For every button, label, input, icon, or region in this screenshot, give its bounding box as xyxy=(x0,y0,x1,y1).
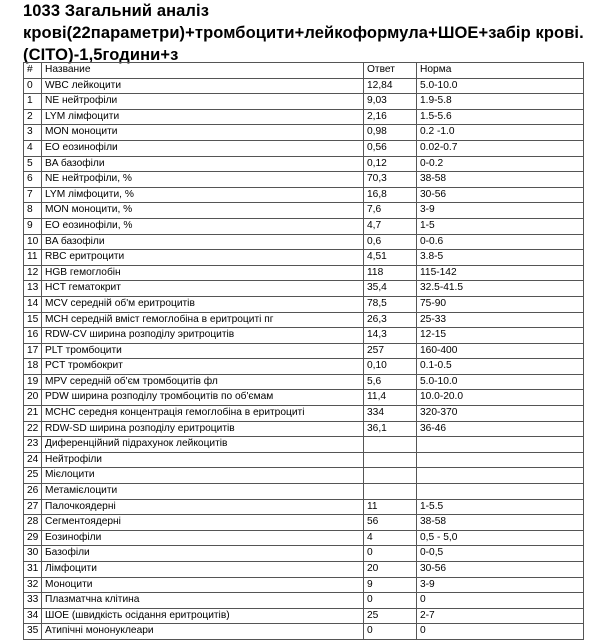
row-number: 29 xyxy=(24,530,42,546)
reference-range: 25-33 xyxy=(417,312,584,328)
table-row xyxy=(24,296,584,312)
result-value xyxy=(364,484,417,500)
table-row xyxy=(24,328,584,344)
reference-range: 0-0,5 xyxy=(417,546,584,562)
test-name: PCT тромбокрит xyxy=(42,359,364,375)
result-value: 0 xyxy=(364,593,417,609)
table-row xyxy=(24,109,584,125)
result-value: 11 xyxy=(364,499,417,515)
table-row xyxy=(24,515,584,531)
test-name: MPV середній об'єм тромбоцитів фл xyxy=(42,374,364,390)
row-number: 9 xyxy=(24,218,42,234)
row-number: 34 xyxy=(24,608,42,624)
row-number: 27 xyxy=(24,499,42,515)
row-number: 20 xyxy=(24,390,42,406)
row-number: 19 xyxy=(24,374,42,390)
reference-range: 0.1-0.5 xyxy=(417,359,584,375)
table-row xyxy=(24,78,584,94)
result-value: 118 xyxy=(364,265,417,281)
reference-range: 1-5 xyxy=(417,218,584,234)
row-number: 31 xyxy=(24,562,42,578)
table-row xyxy=(24,577,584,593)
table-row xyxy=(24,468,584,484)
reference-range: 10.0-20.0 xyxy=(417,390,584,406)
result-value xyxy=(364,452,417,468)
test-name: NE нейтрофіли xyxy=(42,94,364,110)
row-number: 8 xyxy=(24,203,42,219)
table-row xyxy=(24,406,584,422)
test-name: Базофіли xyxy=(42,546,364,562)
row-number: 14 xyxy=(24,296,42,312)
row-number: 33 xyxy=(24,593,42,609)
result-value: 4 xyxy=(364,530,417,546)
row-number: 15 xyxy=(24,312,42,328)
result-value: 26,3 xyxy=(364,312,417,328)
result-value: 11,4 xyxy=(364,390,417,406)
test-name: Плазматчна клітина xyxy=(42,593,364,609)
row-number: 30 xyxy=(24,546,42,562)
reference-range: 32.5-41.5 xyxy=(417,281,584,297)
results-table xyxy=(23,62,584,640)
result-value: 35,4 xyxy=(364,281,417,297)
row-number: 5 xyxy=(24,156,42,172)
result-value: 56 xyxy=(364,515,417,531)
header-number: # xyxy=(24,63,42,79)
result-value: 9,03 xyxy=(364,94,417,110)
result-value: 4,51 xyxy=(364,250,417,266)
test-name: MON моноцити, % xyxy=(42,203,364,219)
row-number: 17 xyxy=(24,343,42,359)
title-line-2: крові(22параметри)+тромбоцити+лейкоформула+ШОЕ+забір крові. xyxy=(23,24,584,42)
document-title xyxy=(23,0,593,66)
result-value: 0,6 xyxy=(364,234,417,250)
row-number: 21 xyxy=(24,406,42,422)
reference-range: 0,5 - 5,0 xyxy=(417,530,584,546)
row-number: 4 xyxy=(24,140,42,156)
reference-range: 0.2 -1.0 xyxy=(417,125,584,141)
test-name: EO еозинофіли, % xyxy=(42,218,364,234)
table-row xyxy=(24,281,584,297)
test-name: LYM лімфоцити, % xyxy=(42,187,364,203)
test-name: RDW-CV ширина розподілу эритроцитів xyxy=(42,328,364,344)
reference-range: 30-56 xyxy=(417,562,584,578)
reference-range: 0-0.6 xyxy=(417,234,584,250)
table-row xyxy=(24,172,584,188)
reference-range: 30-56 xyxy=(417,187,584,203)
table-header-row xyxy=(24,63,584,79)
table-row xyxy=(24,546,584,562)
row-number: 28 xyxy=(24,515,42,531)
row-number: 22 xyxy=(24,421,42,437)
table-row xyxy=(24,530,584,546)
table-row xyxy=(24,343,584,359)
reference-range: 5.0-10.0 xyxy=(417,374,584,390)
table-row xyxy=(24,421,584,437)
result-value: 36,1 xyxy=(364,421,417,437)
reference-range: 1.5-5.6 xyxy=(417,109,584,125)
result-value: 0,10 xyxy=(364,359,417,375)
reference-range: 5.0-10.0 xyxy=(417,78,584,94)
table-row xyxy=(24,265,584,281)
table-row xyxy=(24,125,584,141)
row-number: 35 xyxy=(24,624,42,640)
table-row xyxy=(24,562,584,578)
row-number: 7 xyxy=(24,187,42,203)
row-number: 3 xyxy=(24,125,42,141)
result-value: 334 xyxy=(364,406,417,422)
reference-range: 0 xyxy=(417,624,584,640)
result-value: 0 xyxy=(364,624,417,640)
row-number: 32 xyxy=(24,577,42,593)
result-value: 257 xyxy=(364,343,417,359)
test-name: MCV середній об'м еритроцитів xyxy=(42,296,364,312)
table-row xyxy=(24,437,584,453)
test-name: Палочкоядерні xyxy=(42,499,364,515)
reference-range: 38-58 xyxy=(417,172,584,188)
reference-range: 0 xyxy=(417,593,584,609)
test-name: Сегментоядерні xyxy=(42,515,364,531)
result-value: 20 xyxy=(364,562,417,578)
result-value: 14,3 xyxy=(364,328,417,344)
test-name: PDW ширина розподілу тромбоцитів по об'ємам xyxy=(42,390,364,406)
row-number: 16 xyxy=(24,328,42,344)
row-number: 13 xyxy=(24,281,42,297)
row-number: 1 xyxy=(24,94,42,110)
test-name: Еозинофіли xyxy=(42,530,364,546)
reference-range: 1-5.5 xyxy=(417,499,584,515)
table-row xyxy=(24,390,584,406)
reference-range: 0.02-0.7 xyxy=(417,140,584,156)
table-row xyxy=(24,218,584,234)
test-name: HCT гематокрит xyxy=(42,281,364,297)
table-row xyxy=(24,94,584,110)
reference-range xyxy=(417,468,584,484)
result-value: 2,16 xyxy=(364,109,417,125)
row-number: 12 xyxy=(24,265,42,281)
row-number: 2 xyxy=(24,109,42,125)
result-value xyxy=(364,468,417,484)
reference-range: 3-9 xyxy=(417,577,584,593)
row-number: 6 xyxy=(24,172,42,188)
test-name: MCHC середня концентрація гемоглобіна в еритроциті xyxy=(42,406,364,422)
test-name: EO еозинофіли xyxy=(42,140,364,156)
result-value: 16,8 xyxy=(364,187,417,203)
table-row xyxy=(24,374,584,390)
test-name: RDW-SD ширина розподілу еритроцитів xyxy=(42,421,364,437)
title-line-1: 1033 Загальний аналіз xyxy=(23,2,210,20)
test-name: Моноцити xyxy=(42,577,364,593)
result-value: 0,56 xyxy=(364,140,417,156)
table-row xyxy=(24,250,584,266)
reference-range: 36-46 xyxy=(417,421,584,437)
title-line-3: (CITO)-1,5години+з xyxy=(23,46,179,64)
table-row xyxy=(24,187,584,203)
result-value: 4,7 xyxy=(364,218,417,234)
test-name: MON моноцити xyxy=(42,125,364,141)
table-row xyxy=(24,312,584,328)
reference-range: 75-90 xyxy=(417,296,584,312)
table-row xyxy=(24,499,584,515)
result-value: 0,12 xyxy=(364,156,417,172)
reference-range: 2-7 xyxy=(417,608,584,624)
test-name: WBC лейкоцити xyxy=(42,78,364,94)
reference-range xyxy=(417,437,584,453)
test-name: Мієлоцити xyxy=(42,468,364,484)
test-name: RBC еритроцити xyxy=(42,250,364,266)
table-body xyxy=(24,78,584,639)
table-row xyxy=(24,156,584,172)
row-number: 11 xyxy=(24,250,42,266)
result-value: 70,3 xyxy=(364,172,417,188)
row-number: 23 xyxy=(24,437,42,453)
table-row xyxy=(24,234,584,250)
reference-range xyxy=(417,484,584,500)
row-number: 10 xyxy=(24,234,42,250)
table-row xyxy=(24,203,584,219)
test-name: MCH середній вміст гемоглобіна в еритроциті пг xyxy=(42,312,364,328)
reference-range xyxy=(417,452,584,468)
test-name: ШОЕ (швидкість осідання еритроцитів) xyxy=(42,608,364,624)
result-value: 0,98 xyxy=(364,125,417,141)
header-result: Ответ xyxy=(364,63,417,79)
test-name: BA базофіли xyxy=(42,156,364,172)
test-name: Диференційний підрахунок лейкоцитів xyxy=(42,437,364,453)
result-value: 9 xyxy=(364,577,417,593)
reference-range: 160-400 xyxy=(417,343,584,359)
result-value xyxy=(364,437,417,453)
test-name: BA базофіли xyxy=(42,234,364,250)
reference-range: 1.9-5.8 xyxy=(417,94,584,110)
table-row xyxy=(24,608,584,624)
result-value: 78,5 xyxy=(364,296,417,312)
header-norm: Норма xyxy=(417,63,584,79)
row-number: 25 xyxy=(24,468,42,484)
result-value: 7,6 xyxy=(364,203,417,219)
test-name: LYM лімфоцити xyxy=(42,109,364,125)
row-number: 0 xyxy=(24,78,42,94)
row-number: 24 xyxy=(24,452,42,468)
result-value: 25 xyxy=(364,608,417,624)
test-name: NE нейтрофіли, % xyxy=(42,172,364,188)
table-row xyxy=(24,140,584,156)
row-number: 26 xyxy=(24,484,42,500)
test-name: Лімфоцити xyxy=(42,562,364,578)
test-name: PLT тромбоцити xyxy=(42,343,364,359)
header-name: Название xyxy=(42,63,364,79)
test-name: Атипічні мононуклеари xyxy=(42,624,364,640)
result-value: 5,6 xyxy=(364,374,417,390)
reference-range: 3.8-5 xyxy=(417,250,584,266)
row-number: 18 xyxy=(24,359,42,375)
reference-range: 320-370 xyxy=(417,406,584,422)
test-name: HGB гемоглобін xyxy=(42,265,364,281)
test-name: Метамієлоцити xyxy=(42,484,364,500)
reference-range: 0-0.2 xyxy=(417,156,584,172)
result-value: 12,84 xyxy=(364,78,417,94)
table-row xyxy=(24,624,584,640)
reference-range: 3-9 xyxy=(417,203,584,219)
table-row xyxy=(24,452,584,468)
table-row xyxy=(24,484,584,500)
result-value: 0 xyxy=(364,546,417,562)
table-row xyxy=(24,359,584,375)
reference-range: 115-142 xyxy=(417,265,584,281)
test-name: Нейтрофіли xyxy=(42,452,364,468)
reference-range: 38-58 xyxy=(417,515,584,531)
table-row xyxy=(24,593,584,609)
reference-range: 12-15 xyxy=(417,328,584,344)
